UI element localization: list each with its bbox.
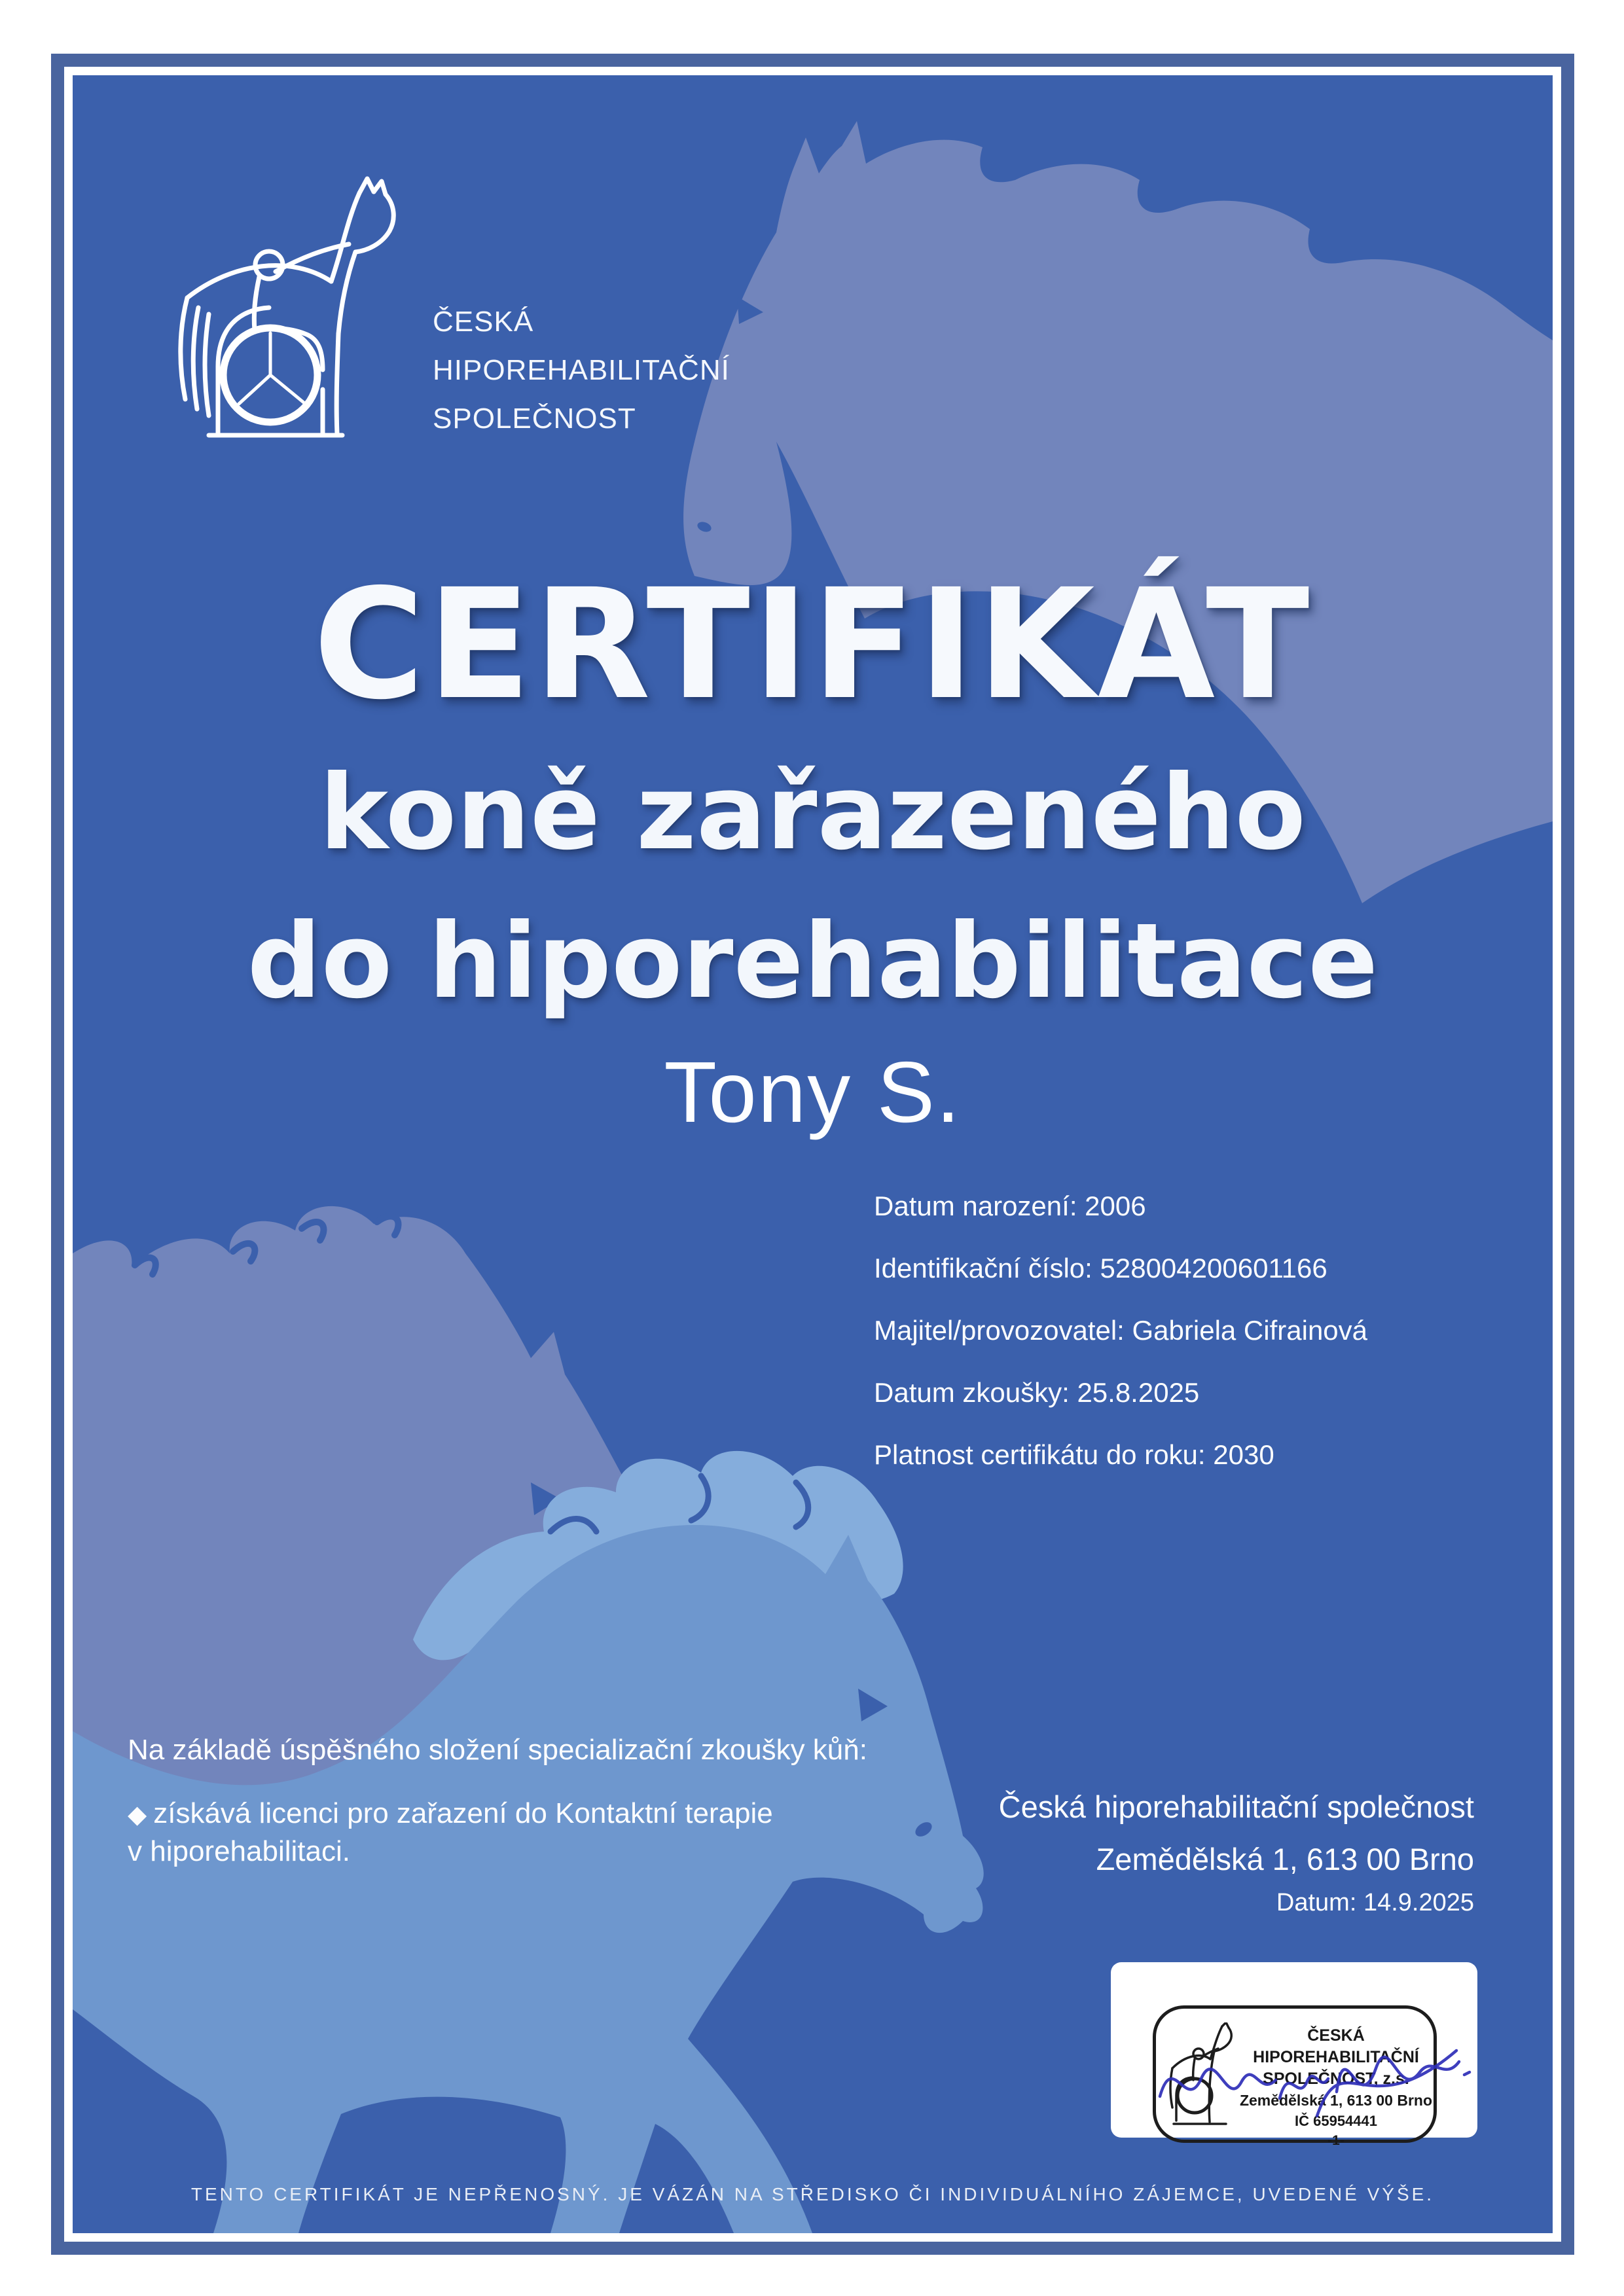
org-name-line: SPOLEČNOST [433, 403, 636, 435]
stamp-address: Zemědělská 1, 613 00 Brno [1239, 2092, 1433, 2109]
issuer-name: Česká hiporehabilitační společnost [998, 1789, 1474, 1824]
stamp-org-line1: ČESKÁ HIPOREHABILITAČNÍ [1253, 2026, 1419, 2066]
diamond-bullet-icon: ◆ [128, 1801, 147, 1829]
statement-intro: Na základě úspěšného složení specializační zkoušky kůň: [128, 1734, 867, 1766]
detail-label: Majitel/provozovatel: [874, 1315, 1125, 1346]
detail-row-owner [874, 1299, 1367, 1361]
detail-row-birth [874, 1175, 1367, 1237]
org-name-line: HIPOREHABILITAČNÍ [433, 354, 730, 386]
detail-label: Identifikační číslo: [874, 1253, 1092, 1283]
certificate-content [73, 75, 1553, 2233]
certificate-title: CERTIFIKÁT [313, 556, 1312, 733]
detail-label: Datum narození: [874, 1191, 1077, 1221]
org-logo-text [433, 298, 730, 443]
issuer-address: Zemědělská 1, 613 00 Brno [1096, 1842, 1474, 1876]
detail-row-validity [874, 1424, 1367, 1486]
detail-value: 528004200601166 [1100, 1253, 1327, 1283]
frame-white-inset [64, 67, 1561, 2242]
statement-license-text: získává licenci pro zařazení do Kontaktní terapie [153, 1797, 773, 1829]
issuer-block [999, 1790, 1474, 1917]
detail-label: Platnost certifikátu do roku: [874, 1439, 1206, 1470]
statement-license-line2: v hiporehabilitaci. [128, 1835, 350, 1867]
detail-value: 2030 [1213, 1439, 1274, 1470]
statement-license-line1 [128, 1795, 867, 1833]
horse-details [874, 1175, 1367, 1486]
stamp-org-line2: SPOLEČNOST, z.s. [1263, 2070, 1409, 2088]
stamp-ic-number: IČ 65954441 [1295, 2113, 1377, 2129]
detail-value: Gabriela Cifrainová [1132, 1315, 1368, 1346]
statement-block [128, 1732, 867, 1870]
detail-label: Datum zkoušky: [874, 1377, 1070, 1408]
decorative-frame [51, 54, 1574, 2255]
detail-value: 25.8.2025 [1077, 1377, 1200, 1408]
certificate-subtitle-line2: do hiporehabilitace [247, 901, 1379, 1022]
org-logo [171, 173, 799, 455]
detail-row-exam-date [874, 1361, 1367, 1424]
detail-value: 2006 [1085, 1191, 1146, 1221]
certificate-subtitle-line1: koně zařazeného [319, 753, 1306, 873]
stamp-card [1111, 1962, 1477, 2148]
signature-ink [1111, 1962, 1477, 2138]
org-name-line: ČESKÁ [433, 306, 534, 338]
detail-row-id [874, 1237, 1367, 1299]
horse-name: Tony S. [664, 1044, 962, 1140]
stamp-page-mark: -1- [1327, 2133, 1344, 2148]
logo-horse-wheelchair-icon [171, 173, 433, 448]
issuer-date: Datum: 14.9.2025 [1276, 1889, 1474, 1916]
footer-disclaimer: TENTO CERTIFIKÁT JE NEPŘENOSNÝ. JE VÁZÁN NA STŘEDISKO ČI INDIVIDUÁLNÍHO ZÁJEMCE, UVEDENÉ VÝŠE. [190, 2184, 1435, 2204]
